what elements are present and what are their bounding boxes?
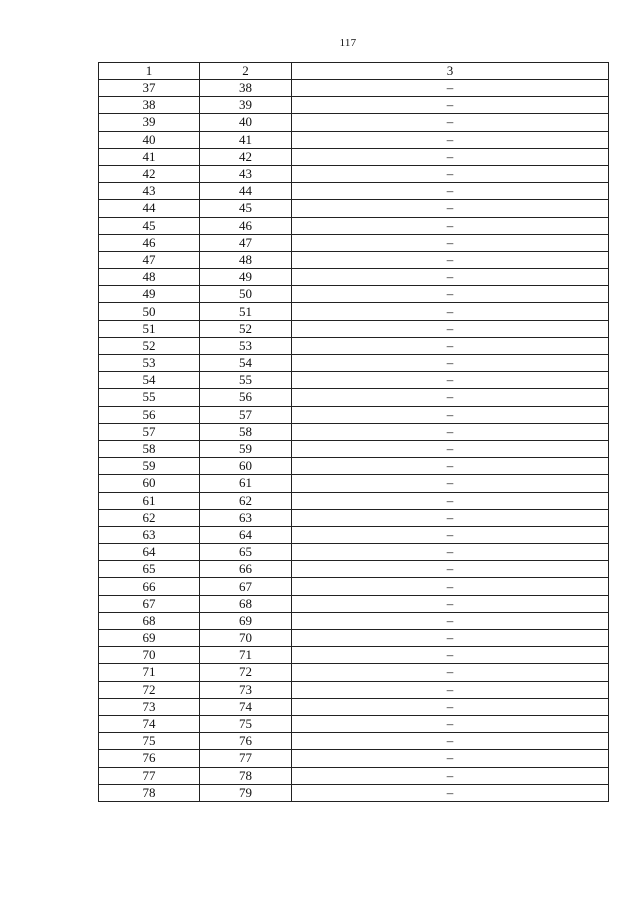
table-cell-col-3: – [292, 303, 609, 320]
table-cell-col-3: – [292, 440, 609, 457]
table-cell-col-3: – [292, 320, 609, 337]
table-cell-col-3: – [292, 165, 609, 182]
table-body [99, 80, 609, 802]
table-row [99, 372, 609, 389]
table-cell-col-1: 70 [99, 647, 200, 664]
table-cell-col-2: 74 [200, 698, 292, 715]
table-row [99, 595, 609, 612]
table-row [99, 355, 609, 372]
table-cell-col-3: – [292, 681, 609, 698]
table-cell-col-2: 76 [200, 733, 292, 750]
table-row [99, 681, 609, 698]
table-row [99, 561, 609, 578]
table-cell-col-3: – [292, 750, 609, 767]
table-cell-col-3: – [292, 509, 609, 526]
table-cell-col-1: 55 [99, 389, 200, 406]
table-cell-col-3: – [292, 561, 609, 578]
table-row [99, 148, 609, 165]
table-cell-col-2: 60 [200, 458, 292, 475]
table-cell-col-3: – [292, 475, 609, 492]
table-cell-col-1: 66 [99, 578, 200, 595]
table-cell-col-3: – [292, 630, 609, 647]
table-row [99, 767, 609, 784]
table-cell-col-3: – [292, 784, 609, 801]
table-cell-col-1: 64 [99, 544, 200, 561]
table-cell-col-2: 46 [200, 217, 292, 234]
table-row [99, 664, 609, 681]
table-row [99, 440, 609, 457]
table-cell-col-1: 71 [99, 664, 200, 681]
table-cell-col-1: 49 [99, 286, 200, 303]
table-cell-col-2: 51 [200, 303, 292, 320]
table-cell-col-2: 47 [200, 234, 292, 251]
table-cell-col-3: – [292, 114, 609, 131]
table-cell-col-1: 58 [99, 440, 200, 457]
table-cell-col-1: 46 [99, 234, 200, 251]
table-row [99, 183, 609, 200]
table-cell-col-2: 58 [200, 423, 292, 440]
table-row [99, 80, 609, 97]
table-row [99, 492, 609, 509]
table-cell-col-2: 39 [200, 97, 292, 114]
table-cell-col-1: 69 [99, 630, 200, 647]
table-cell-col-3: – [292, 269, 609, 286]
table-cell-col-1: 76 [99, 750, 200, 767]
table-cell-col-1: 39 [99, 114, 200, 131]
table-row [99, 578, 609, 595]
table-cell-col-1: 54 [99, 372, 200, 389]
table-cell-col-2: 67 [200, 578, 292, 595]
table-cell-col-3: – [292, 715, 609, 732]
table-cell-col-3: – [292, 217, 609, 234]
table-cell-col-2: 72 [200, 664, 292, 681]
table-cell-col-1: 62 [99, 509, 200, 526]
table-header [99, 63, 609, 80]
column-header-3: 3 [292, 63, 609, 80]
table-cell-col-1: 59 [99, 458, 200, 475]
table-row [99, 406, 609, 423]
table-cell-col-2: 79 [200, 784, 292, 801]
table-row [99, 612, 609, 629]
table-cell-col-1: 44 [99, 200, 200, 217]
table-row [99, 750, 609, 767]
table-cell-col-1: 50 [99, 303, 200, 320]
table-cell-col-3: – [292, 131, 609, 148]
table-cell-col-3: – [292, 372, 609, 389]
table-cell-col-2: 69 [200, 612, 292, 629]
table-cell-col-3: – [292, 200, 609, 217]
table-cell-col-1: 52 [99, 337, 200, 354]
table-cell-col-3: – [292, 148, 609, 165]
table-cell-col-1: 38 [99, 97, 200, 114]
data-table [98, 62, 609, 802]
table-row [99, 647, 609, 664]
table-cell-col-1: 56 [99, 406, 200, 423]
table-cell-col-2: 64 [200, 526, 292, 543]
table-cell-col-2: 44 [200, 183, 292, 200]
table-row [99, 251, 609, 268]
table-cell-col-1: 60 [99, 475, 200, 492]
table-row [99, 97, 609, 114]
table-row [99, 320, 609, 337]
table-cell-col-1: 74 [99, 715, 200, 732]
table-cell-col-1: 53 [99, 355, 200, 372]
table-cell-col-3: – [292, 698, 609, 715]
table-cell-col-1: 43 [99, 183, 200, 200]
table-cell-col-3: – [292, 251, 609, 268]
table-cell-col-2: 78 [200, 767, 292, 784]
table-row [99, 234, 609, 251]
table-cell-col-2: 56 [200, 389, 292, 406]
table-cell-col-3: – [292, 183, 609, 200]
table-cell-col-1: 65 [99, 561, 200, 578]
column-header-1: 1 [99, 63, 200, 80]
table-cell-col-3: – [292, 423, 609, 440]
table-cell-col-3: – [292, 355, 609, 372]
table-row [99, 509, 609, 526]
table-cell-col-1: 40 [99, 131, 200, 148]
column-header-2: 2 [200, 63, 292, 80]
table-cell-col-2: 70 [200, 630, 292, 647]
table-row [99, 286, 609, 303]
table-cell-col-2: 75 [200, 715, 292, 732]
table-cell-col-2: 41 [200, 131, 292, 148]
table-row [99, 475, 609, 492]
table-row [99, 544, 609, 561]
table-cell-col-3: – [292, 647, 609, 664]
table-row [99, 114, 609, 131]
table-cell-col-1: 47 [99, 251, 200, 268]
page-number: 117 [339, 37, 357, 49]
table-cell-col-1: 42 [99, 165, 200, 182]
table-row [99, 269, 609, 286]
table-cell-col-3: – [292, 97, 609, 114]
table-cell-col-1: 45 [99, 217, 200, 234]
table-cell-col-1: 78 [99, 784, 200, 801]
table-cell-col-2: 68 [200, 595, 292, 612]
table-cell-col-2: 66 [200, 561, 292, 578]
table-cell-col-3: – [292, 80, 609, 97]
table-cell-col-2: 43 [200, 165, 292, 182]
table-cell-col-3: – [292, 767, 609, 784]
table-row [99, 630, 609, 647]
table-cell-col-1: 48 [99, 269, 200, 286]
table-cell-col-3: – [292, 578, 609, 595]
table-cell-col-1: 72 [99, 681, 200, 698]
table-row [99, 423, 609, 440]
table-row [99, 733, 609, 750]
table-cell-col-2: 52 [200, 320, 292, 337]
table-cell-col-2: 53 [200, 337, 292, 354]
table-cell-col-2: 63 [200, 509, 292, 526]
table-cell-col-1: 41 [99, 148, 200, 165]
table-cell-col-3: – [292, 664, 609, 681]
table-cell-col-3: – [292, 526, 609, 543]
table-cell-col-3: – [292, 458, 609, 475]
table-cell-col-2: 38 [200, 80, 292, 97]
table-cell-col-2: 45 [200, 200, 292, 217]
table-cell-col-2: 62 [200, 492, 292, 509]
table-row [99, 715, 609, 732]
table-cell-col-2: 57 [200, 406, 292, 423]
table-cell-col-1: 63 [99, 526, 200, 543]
table-row [99, 389, 609, 406]
table-cell-col-1: 57 [99, 423, 200, 440]
table-cell-col-2: 49 [200, 269, 292, 286]
table-row [99, 698, 609, 715]
table-cell-col-3: – [292, 389, 609, 406]
table-cell-col-1: 75 [99, 733, 200, 750]
table-row [99, 217, 609, 234]
table-cell-col-2: 77 [200, 750, 292, 767]
table-cell-col-2: 50 [200, 286, 292, 303]
table-row [99, 165, 609, 182]
table-cell-col-2: 40 [200, 114, 292, 131]
table-cell-col-2: 48 [200, 251, 292, 268]
table-row [99, 337, 609, 354]
table-cell-col-1: 73 [99, 698, 200, 715]
table-cell-col-3: – [292, 337, 609, 354]
table-cell-col-1: 67 [99, 595, 200, 612]
table-cell-col-3: – [292, 234, 609, 251]
table-cell-col-1: 68 [99, 612, 200, 629]
table-cell-col-2: 71 [200, 647, 292, 664]
table-cell-col-2: 54 [200, 355, 292, 372]
table-cell-col-1: 51 [99, 320, 200, 337]
table-cell-col-3: – [292, 544, 609, 561]
table-cell-col-2: 65 [200, 544, 292, 561]
table-cell-col-1: 77 [99, 767, 200, 784]
table-cell-col-1: 61 [99, 492, 200, 509]
table-cell-col-2: 61 [200, 475, 292, 492]
table-cell-col-2: 73 [200, 681, 292, 698]
table-cell-col-2: 55 [200, 372, 292, 389]
table-row [99, 200, 609, 217]
table-cell-col-3: – [292, 492, 609, 509]
header-row [99, 63, 609, 80]
table-row [99, 526, 609, 543]
table-row [99, 131, 609, 148]
table-cell-col-2: 42 [200, 148, 292, 165]
table-cell-col-3: – [292, 406, 609, 423]
table-row [99, 784, 609, 801]
table-cell-col-3: – [292, 612, 609, 629]
table-cell-col-3: – [292, 286, 609, 303]
table-row [99, 303, 609, 320]
table-cell-col-3: – [292, 733, 609, 750]
table-row [99, 458, 609, 475]
table-cell-col-1: 37 [99, 80, 200, 97]
table-cell-col-3: – [292, 595, 609, 612]
table-cell-col-2: 59 [200, 440, 292, 457]
